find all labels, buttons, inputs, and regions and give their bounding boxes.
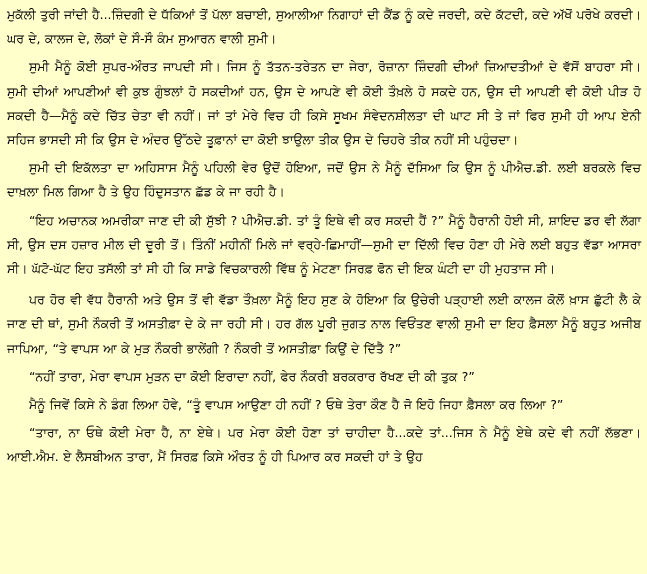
paragraph-2: ਸੁਮੀ ਮੈਨੂੰ ਕੋਈ ਸੁਪਰ-ਔਰਤ ਜਾਪਦੀ ਸੀ। ਜਿਸ ਨੂੰ ਤੱਤਨ-ਤਰੇਤਨ ਦਾ ਜੇਰਾ, ਰੋਜ਼ਾਨਾ ਜ਼ਿੰਦਗੀ ਦੀਆਂ ਜ਼ਿਆਦਤੀਆਂ ਦੇ ਵੱਸੋਂ ਬਾਹਰਾ ਸੀ। ਸੁਮੀ ਦੀਆਂ ਆਪਣੀਆਂ ਵੀ ਕੁਝ ਗੁੰਝਲਾਂ ਹੋ ਸਕਦੀਆਂ ਹਨ, ਉਸ ਦੇ ਆਪਣੇ ਵੀ ਕੋਈ ਤੌਖ਼ਲੇ ਹੋ ਸਕਦੇ ਹਨ, ਉਸ ਦੀ ਆਪਣੀ ਵੀ ਕੋਈ ਪੀੜ ਹੋ ਸਕਦੀ ਹੈ—ਮੈਨੂੰ ਕਦੇ ਚਿੱਤ ਚੇਤਾ ਵੀ ਨਹੀਂ। ਜਾਂ ਤਾਂ ਮੇਰੇ ਵਿਚ ਹੀ ਕਿਸੇ ਸੂਖਮ ਸੰਵੇਦਨਸ਼ੀਲਤਾ ਦੀ ਘਾਟ ਸੀ ਤੇ ਜਾਂ ਫਿਰ ਸੁਮੀ ਹੀ ਆਪ ਏਨੀ ਸਹਿਜ ਭਾਸਦੀ ਸੀ ਕਿ ਉਸ ਦੇ ਅੰਦਰ ਉੱਠਦੇ ਤੂਫ਼ਾਨਾਂ ਦਾ ਕੋਈ ਝਾਉਲਾ ਤੀਕ ਉਸ ਦੇ ਚਿਹਰੇ ਤੀਕ ਨਹੀਂ ਸੀ ਪਹੁੰਚਦਾ।	[7, 59, 642, 148]
paragraph-1: ਮੁਕੱਲੀ ਤੁਰੀ ਜਾਂਦੀ ਹੈ...ਜ਼ਿੰਦਗੀ ਦੇ ਧੱਕਿਆਂ ਤੋਂ ਪੱਲਾ ਬਚਾਈ, ਸੁਆਲੀਆ ਨਿਗਾਹਾਂ ਦੀ ਕੈਂਡ ਨੂੰ ਕਦੇ ਜਰਦੀ, ਕਦੇ ਕੱਟਦੀ, ਕਦੇ ਅੱਖੋਂ ਪਰੋਖੇ ਕਰਦੀ। ਘਰ ਦੇ, ਕਾਲਜ ਦੇ, ਲੋਕਾਂ ਦੇ ਸੌ-ਸੌ ਕੰਮ ਸੁਆਰਨ ਵਾਲੀ ਸੁਮੀ।	[7, 7, 641, 47]
paragraph-3: ਸੁਮੀ ਦੀ ਇਕੱਲਤਾ ਦਾ ਅਹਿਸਾਸ ਮੈਨੂੰ ਪਹਿਲੀ ਵੇਰ ਉਦੋਂ ਹੋਇਆ, ਜਦੋਂ ਉਸ ਨੇ ਮੈਨੂੰ ਦੱਸਿਆ ਕਿ ਉਸ ਨੂੰ ਪੀਐਚ.ਡੀ. ਲਈ ਬਰਕਲੇ ਵਿਚ ਦਾਖ਼ਲਾ ਮਿਲ ਗਿਆ ਹੈ ਤੇ ਉਹ ਹਿੰਦੁਸਤਾਨ ਛੱਡ ਕੇ ਜਾ ਰਹੀ ਹੈ।	[7, 160, 641, 200]
paragraph-5: ਪਰ ਹੋਰ ਵੀ ਵੱਧ ਹੈਰਾਨੀ ਅਤੇ ਉਸ ਤੋਂ ਵੀ ਵੱਡਾ ਤੌਖ਼ਲਾ ਮੈਨੂੰ ਇਹ ਸੁਣ ਕੇ ਹੋਇਆ ਕਿ ਉਚੇਰੀ ਪੜ੍ਹਾਈ ਲਈ ਕਾਲਜ ਕੋਲੋਂ ਖ਼ਾਸ ਛੁੱਟੀ ਲੈ ਕੇ ਜਾਣ ਦੀ ਥਾਂ, ਸੁਮੀ ਨੌਕਰੀ ਤੋਂ ਅਸਤੀਫ਼ਾ ਦੇ ਕੇ ਜਾ ਰਹੀ ਸੀ। ਹਰ ਗੱਲ ਪੂਰੀ ਜੁਗਤ ਨਾਲ ਵਿਓਂਤਣ ਵਾਲੀ ਸੁਮੀ ਦਾ ਇਹ ਫ਼ੈਸਲਾ ਮੈਨੂੰ ਬਹੁਤ ਅਜੀਬ ਜਾਪਿਆ, “ਤੇ ਵਾਪਸ ਆ ਕੇ ਮੁੜ ਨੌਕਰੀ ਭਾਲੇਂਗੀ ? ਨੌਕਰੀ ਤੋਂ ਅਸਤੀਫ਼ਾ ਕਿਉਂ ਦੇ ਦਿੱਤੈ ?”	[7, 292, 641, 356]
paragraph-4: “ਇਹ ਅਚਾਨਕ ਅਮਰੀਕਾ ਜਾਣ ਦੀ ਕੀ ਸੁੱਝੀ ? ਪੀਐਚ.ਡੀ. ਤਾਂ ਤੂੰ ਇਥੇ ਵੀ ਕਰ ਸਕਦੀ ਹੈਂ ?” ਮੈਨੂੰ ਹੈਰਾਨੀ ਹੋਈ ਸੀ, ਸ਼ਾਇਦ ਡਰ ਵੀ ਲੱਗਾ ਸੀ, ਉਸ ਦਸ ਹਜ਼ਾਰ ਮੀਲ ਦੀ ਦੂਰੀ ਤੋਂ। ਤਿੰਨੀਂ ਮਹੀਨੀਂ ਮਿਲੇ ਜਾਂ ਵਰ੍ਹੇ-ਛਿਮਾਹੀਂ—ਸੁਮੀ ਦਾ ਦਿੱਲੀ ਵਿਚ ਹੋਣਾ ਹੀ ਮੇਰੇ ਲਈ ਬਹੁਤ ਵੱਡਾ ਆਸਰਾ ਸੀ। ਘੱਟੋ-ਘੱਟ ਇਹ ਤਸੱਲੀ ਤਾਂ ਸੀ ਹੀ ਕਿ ਸਾਡੇ ਵਿਚਕਾਰਲੀ ਵਿੱਥ ਨੂੰ ਮੇਟਣਾ ਸਿਰਫ਼ ਫੋਨ ਦੀ ਇਕ ਘੰਟੀ ਦਾ ਹੀ ਮੁਹਤਾਜ ਸੀ।	[7, 212, 641, 277]
paragraph-8: “ਤਾਰਾ, ਨਾ ਓਥੇ ਕੋਈ ਮੇਰਾ ਹੈ, ਨਾ ਏਥੇ। ਪਰ ਮੇਰਾ ਕੋਈ ਹੋਣਾ ਤਾਂ ਚਾਹੀਦਾ ਹੈ...ਕਦੇ ਤਾਂ...ਜਿਸ ਨੇ ਮੈਨੂੰ ਏਥੇ ਕਦੇ ਵੀ ਨਹੀਂ ਲੱਭਣਾ। ਆਈ.ਐਮ. ਏ ਲੈਸਬੀਅਨ ਤਾਰਾ, ਮੈਂ ਸਿਰਫ਼ ਕਿਸੇ ਔਰਤ ਨੂੰ ਹੀ ਪਿਆਰ ਕਰ ਸਕਦੀ ਹਾਂ ਤੇ ਉਹ	[7, 425, 641, 465]
paragraph-7: ਮੈਨੂੰ ਜਿਵੇਂ ਕਿਸੇ ਨੇ ਡੰਗ ਲਿਆ ਹੋਵੇ, “ਤੂੰ ਵਾਪਸ ਆਉਣਾ ਹੀ ਨਹੀਂ ? ਓਥੇ ਤੇਰਾ ਕੌਣ ਹੈ ਜੋ ਇਹੋ ਜਿਹਾ ਫ਼ੈਸਲਾ ਕਰ ਲਿਆ ?”	[29, 397, 564, 413]
paragraph-6: “ਨਹੀਂ ਤਾਰਾ, ਮੇਰਾ ਵਾਪਸ ਮੁੜਨ ਦਾ ਕੋਈ ਇਰਾਦਾ ਨਹੀਂ, ਫੇਰ ਨੌਕਰੀ ਬਰਕਰਾਰ ਰੱਖਣ ਦੀ ਕੀ ਤੁਕ ?”	[29, 368, 475, 384]
